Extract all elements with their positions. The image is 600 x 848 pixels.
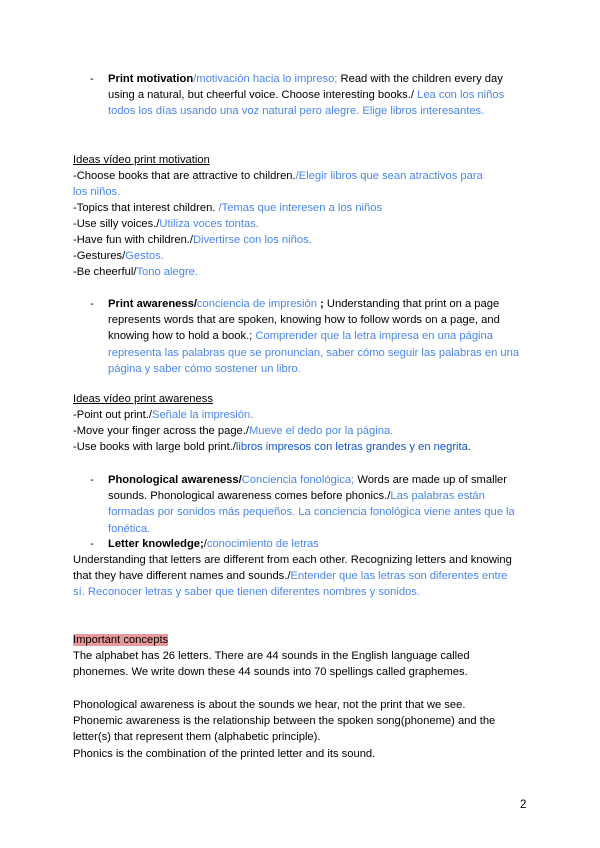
letter-knowledge-paragraph: Understanding that letters are different from each other. Recognizing letters and knowing that they have different names and sounds./Entender que las letras son diferentes entre sí. Reconocer letras y saber que tienen diferentes nombres y sonidos. [73,554,512,599]
bullet-description: Read with the children every day using a natural, but cheerful voice. Choose interesting books./ [108,73,503,102]
bullet-title: Phonological awareness/ [108,474,242,486]
important-concepts-heading: Important concepts [73,634,169,646]
bullet-title: Print awareness/ [108,298,197,310]
list-item: -Move your finger across the page./Mueve el dedo por la página. [73,425,394,437]
section-heading: Ideas vídeo print awareness [73,393,213,405]
bullet-title-spanish: conciencia de impresión [196,298,317,310]
bullet-description-spanish: Comprender que la letra impresa en una página representa las palabras que se pronuncian, saber cómo seguir las palabras en una página y saber cómo sostener un libro. [108,330,520,375]
bullet-dash: - [90,73,94,85]
list-item: -Point out print./Señale la impresión. [73,409,254,421]
list-item: -Use silly voices./Utiliza voces tontas. [73,218,259,230]
bullet-text: Letter knowledge;/conocimiento de letras [108,538,319,550]
section-heading: Ideas vídeo print motivation [73,154,210,166]
page-number: 2 [520,799,527,811]
list-item: -Topics that interest children. /Temas que interesen a los niños [73,202,383,214]
list-item: -Have fun with children./Divertirse con los niños. [73,234,312,246]
bullet-description-spanish: Las palabras están formadas por sonidos más pequeños. La conciencia fonológica viene antes que la fonética. [108,490,515,535]
bullet-dash: - [90,474,94,486]
bullet-title-spanish: /motivación hacia lo impreso; [193,73,338,85]
bullet-dash: - [90,298,94,310]
concepts-paragraph: The alphabet has 26 letters. There are 44 sounds in the English language called phonemes. We write down these 44 sounds into 70 spellings called graphemes. [73,650,470,679]
bullet-text: Print awareness/conciencia de impresión ; Understanding that print on a page represents words that are spoken, knowing how to follow words on a page, and knowing how to hold a book.; Comprender que la letra impresa en una página representa las palabras que se pronuncian, saber cómo seguir las palabras en una página y saber cómo sostener un libro. [108,298,520,375]
list-item: -Use books with large bold print./libros impresos con letras grandes y en negrita. [73,441,471,453]
bullet-description: Understanding that print on a page represents words that are spoken, knowing how to follow words on a page, and knowing how to hold a book.; [108,298,500,343]
bullet-title-spanish: Conciencia fonológica; [241,474,355,486]
bullet-description-spanish: Lea con los niños todos los días usando una voz natural pero alegre. Elige libros interesantes. [108,89,505,118]
bullet-description: Words are made up of smaller sounds. Phonological awareness comes before phonics./ [108,474,508,503]
bullet-title-spanish: conocimiento de letras [206,538,319,550]
list-item: -Choose books that are attractive to children./Elegir libros que sean atractivos para [73,170,483,182]
bullet-title: Letter knowledge; [108,538,204,550]
bullet-text [108,472,528,537]
concepts-paragraph: Phonological awareness is about the sounds we hear, not the print that we see. Phonemic awareness is the relationship between the spoken song(phoneme) and the letter(s) that represent them (alphabetic principle). Phonics is the combination of the printed letter and its sound. [73,699,496,760]
list-item: los niños. [73,186,121,198]
list-item: -Be cheerful/Tono alegre. [73,266,199,278]
bullet-text [108,71,528,120]
bullet-title: Print motivation [108,73,194,85]
bullet-dash: - [90,538,94,550]
list-item: -Gestures/Gestos. [73,250,164,262]
